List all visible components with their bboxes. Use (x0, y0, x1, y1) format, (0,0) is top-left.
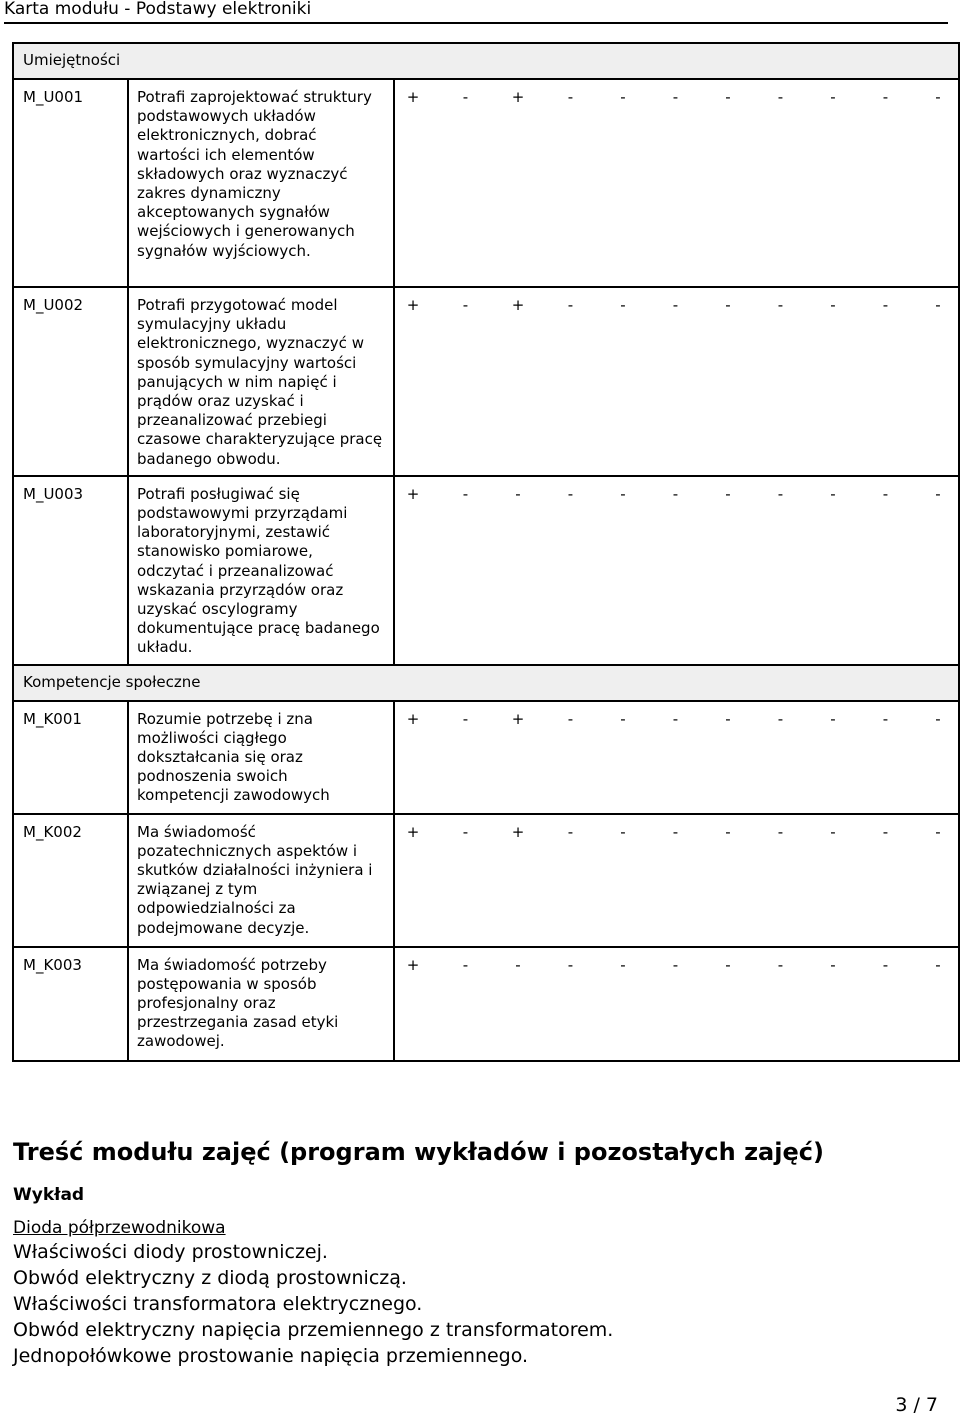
outcome-row-m-k001 (13, 701, 959, 814)
relation-flag: + (406, 822, 420, 841)
relation-flag: - (935, 484, 941, 503)
relation-flag: - (725, 822, 731, 841)
outcome-flags (394, 947, 959, 1061)
learning-outcomes-table (12, 42, 960, 1062)
relation-flag: - (830, 88, 836, 106)
relation-flag: - (830, 955, 836, 974)
module-content (13, 1136, 948, 1369)
outcome-flags (394, 287, 959, 476)
relation-flag: + (406, 955, 420, 974)
relation-flag: - (935, 296, 941, 314)
relation-flag: - (462, 955, 469, 974)
outcome-description: Potrafi zaprojektować struktury podstawowych układów elektronicznych, dobrać wartości ich elementów składowych oraz wyznaczyć zakres dynamiczny akceptowanych sygnałów wejściowych i generowanych sygnałów wyjściowych. (128, 79, 394, 287)
relation-flag: - (777, 296, 784, 314)
relation-flag: + (511, 88, 525, 106)
relation-flag: - (567, 296, 574, 314)
outcome-description: Potrafi przygotować model symulacyjny układu elektronicznego, wyznaczyć w sposób symulacyjny wartości panujących w nim napięć i prądów oraz uzyskać i przeanalizować przebiegi czasowe charakteryzujące pracę badanego obwodu. (128, 287, 394, 476)
relation-flag: - (672, 296, 679, 314)
relation-flag: - (620, 709, 626, 728)
relation-flag: - (935, 88, 941, 106)
relation-flag: - (935, 822, 941, 841)
relation-flag: - (567, 88, 574, 106)
relation-flag: - (882, 709, 889, 728)
outcome-row-m-u002 (13, 287, 959, 476)
content-line: Obwód elektryczny z diodą prostowniczą. (13, 1267, 407, 1289)
content-line: Właściwości diody prostowniczej. (13, 1241, 328, 1263)
relation-flag: - (935, 709, 941, 728)
relation-flag: - (462, 88, 469, 106)
relation-flag: - (777, 88, 784, 106)
relation-flag: - (725, 709, 731, 728)
outcome-description: Potrafi posługiwać się podstawowymi przyrządami laboratoryjnymi, zestawić stanowisko pomiarowe, odczytać i przeanalizować wskazania przyrządów oraz uzyskać oscylogramy dokumentujące pracę badanego układu. (128, 476, 394, 665)
relation-flag: - (672, 484, 679, 503)
outcome-code: M_U003 (13, 476, 128, 665)
page-number: 3 / 7 (895, 1394, 938, 1416)
relation-flag: - (777, 955, 784, 974)
outcome-code: M_U001 (13, 79, 128, 287)
outcome-flags (394, 701, 959, 814)
document-title: Karta modułu - Podstawy elektroniki (4, 0, 312, 19)
relation-flag: - (462, 484, 469, 503)
outcome-description: Ma świadomość pozatechnicznych aspektów i skutków działalności inżyniera i związanej z tym odpowiedzialności za podejmowane decyzje. (128, 814, 394, 947)
relation-flag: - (935, 955, 941, 974)
relation-flag: + (511, 822, 525, 841)
relation-flag: - (620, 296, 626, 314)
relation-flag: - (725, 296, 731, 314)
outcome-description: Rozumie potrzebę i zna możliwości ciągłego dokształcania się oraz podnoszenia swoich kompetencji zawodowych (128, 701, 394, 814)
relation-flag: - (515, 484, 521, 503)
relation-flag: - (882, 955, 889, 974)
learning-outcomes-table-container (12, 42, 958, 1062)
relation-flag: - (672, 955, 679, 974)
outcome-code: M_U002 (13, 287, 128, 476)
relation-flag: - (830, 822, 836, 841)
relation-flag: - (567, 484, 574, 503)
relation-flag: - (515, 955, 521, 974)
relation-flag: - (462, 296, 469, 314)
relation-flag: - (567, 822, 574, 841)
content-line: Jednopołówkowe prostowanie napięcia przemiennego. (13, 1345, 529, 1367)
relation-flag: - (620, 822, 626, 841)
outcome-description: Ma świadomość potrzeby postępowania w sposób profesjonalny oraz przestrzegania zasad etyki zawodowej. (128, 947, 394, 1061)
section-row-skills (13, 43, 959, 79)
relation-flag: - (567, 709, 574, 728)
relation-flag: - (620, 88, 626, 106)
relation-flag: - (830, 484, 836, 503)
content-line: Obwód elektryczny napięcia przemiennego z transformatorem. (13, 1319, 614, 1341)
topic-title: Dioda półprzewodnikowa (13, 1218, 226, 1238)
relation-flag: - (882, 296, 889, 314)
relation-flag: + (406, 709, 420, 728)
document-header (4, 0, 948, 24)
relation-flag: + (511, 709, 525, 728)
relation-flag: + (406, 484, 420, 503)
relation-flag: - (777, 709, 784, 728)
relation-flag: - (830, 709, 836, 728)
relation-flag: - (567, 955, 574, 974)
relation-flag: - (620, 484, 626, 503)
relation-flag: - (672, 709, 679, 728)
relation-flag: - (672, 822, 679, 841)
content-line: Właściwości transformatora elektrycznego. (13, 1293, 423, 1315)
relation-flag: - (882, 822, 889, 841)
outcome-code: M_K002 (13, 814, 128, 947)
outcome-row-m-k003 (13, 947, 959, 1061)
content-heading: Treść modułu zajęć (program wykładów i pozostałych zajęć) (13, 1138, 824, 1166)
relation-flag: - (725, 955, 731, 974)
relation-flag: - (725, 88, 731, 106)
relation-flag: + (511, 296, 525, 314)
relation-flag: - (725, 484, 731, 503)
outcome-row-m-u003 (13, 476, 959, 665)
section-row-social-competences (13, 665, 959, 701)
relation-flag: + (406, 88, 420, 106)
relation-flag: - (830, 296, 836, 314)
relation-flag: - (672, 88, 679, 106)
relation-flag: - (462, 709, 469, 728)
outcome-flags (394, 814, 959, 947)
relation-flag: - (777, 822, 784, 841)
outcome-flags (394, 476, 959, 665)
relation-flag: - (882, 484, 889, 503)
relation-flag: - (882, 88, 889, 106)
outcome-row-m-k002 (13, 814, 959, 947)
relation-flag: - (462, 822, 469, 841)
outcome-flags (394, 79, 959, 287)
outcome-code: M_K001 (13, 701, 128, 814)
outcome-row-m-u001 (13, 79, 959, 287)
relation-flag: + (406, 296, 420, 314)
outcome-code: M_K003 (13, 947, 128, 1061)
relation-flag: - (620, 955, 626, 974)
section-title-social-competences: Kompetencje społeczne (23, 673, 201, 692)
relation-flag: - (777, 484, 784, 503)
content-subheading: Wykład (13, 1185, 85, 1205)
section-title-skills: Umiejętności (23, 51, 121, 70)
